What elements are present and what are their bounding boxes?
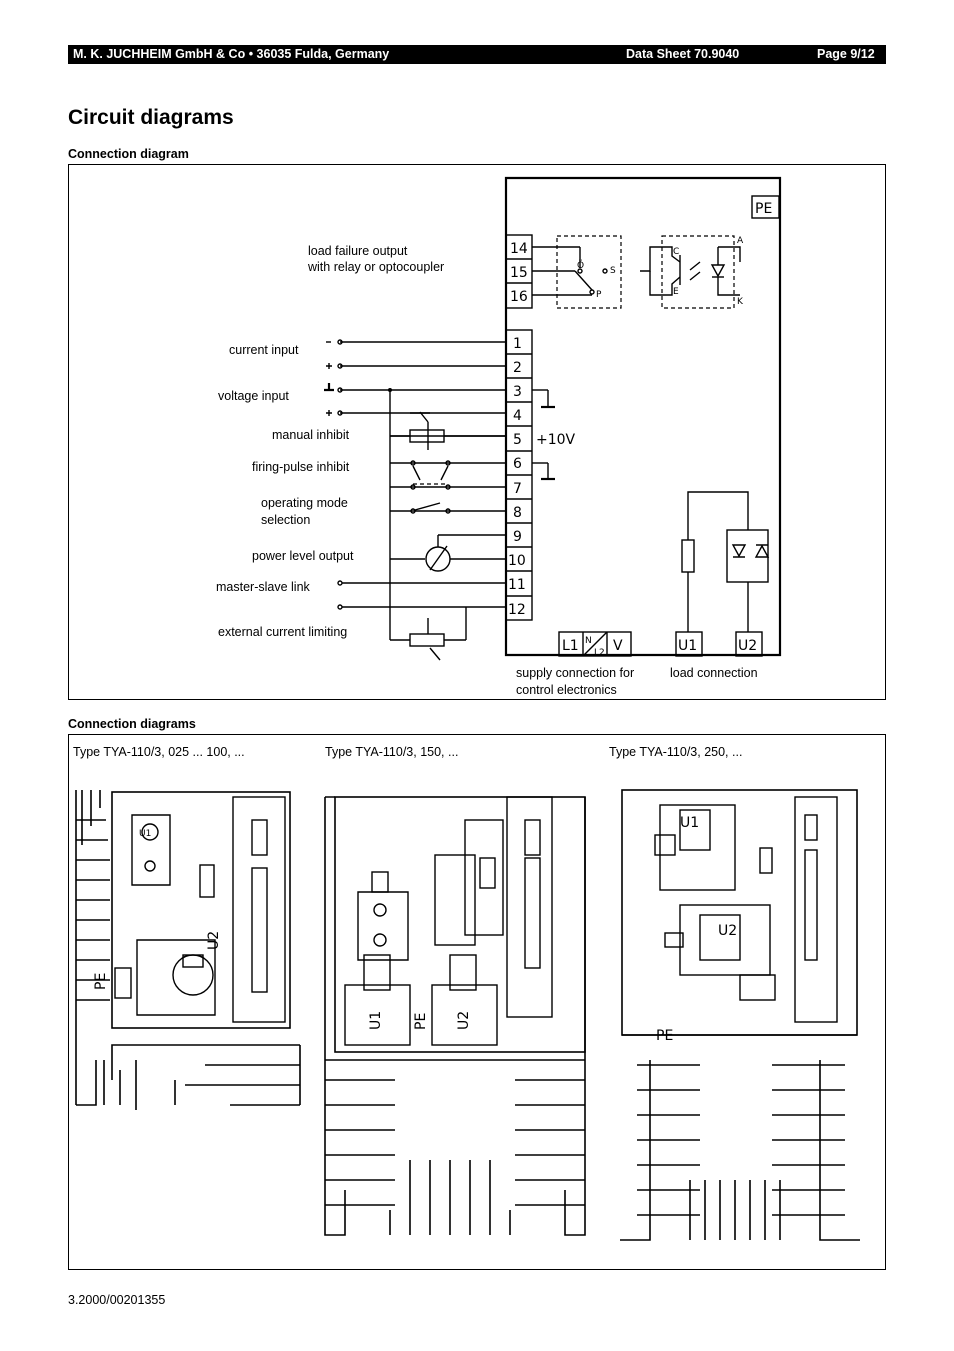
terminal-10: 10 — [508, 553, 526, 569]
label-operating-mode-2: selection — [261, 513, 311, 527]
svg-text:K: K — [737, 297, 743, 307]
svg-text:PE: PE — [413, 1012, 429, 1030]
terminal-1: 1 — [513, 336, 522, 352]
device-drawing-1 — [76, 790, 300, 1110]
connection-diagram-heading: Connection diagram — [68, 147, 189, 161]
device-drawing-3 — [620, 790, 860, 1240]
label-supply-2: control electronics — [516, 683, 617, 697]
terminal-2: 2 — [513, 360, 522, 376]
label-load-connection: load connection — [670, 666, 758, 680]
label-current-input: current input — [229, 343, 299, 357]
label-load-failure-1: load failure output — [308, 244, 408, 258]
svg-text:P: P — [596, 290, 602, 300]
label-firing-pulse-inhibit: firing-pulse inhibit — [252, 460, 350, 474]
svg-text:U2: U2 — [738, 638, 758, 654]
footer-code: 3.2000/00201355 — [68, 1293, 166, 1307]
label-power-level-output: power level output — [252, 549, 354, 563]
label-operating-mode-1: operating mode — [261, 496, 348, 510]
svg-text:U2: U2 — [456, 1010, 472, 1030]
header-company: M. K. JUCHHEIM GmbH & Co • 36035 Fulda, Germany — [73, 47, 390, 61]
terminal-9: 9 — [513, 529, 522, 545]
header-sheet: Data Sheet 70.9040 — [626, 47, 740, 61]
svg-text:V: V — [613, 638, 623, 654]
terminal-12: 12 — [508, 602, 526, 618]
plus-10v: +10V — [536, 432, 576, 448]
label-load-failure-2: with relay or optocoupler — [308, 260, 445, 274]
svg-text:PE: PE — [93, 972, 109, 990]
terminal-6: 6 — [513, 456, 522, 472]
device-drawing-2 — [325, 797, 585, 1235]
svg-text:S: S — [610, 266, 616, 276]
svg-text:U1: U1 — [680, 815, 700, 831]
terminal-16: 16 — [510, 289, 528, 305]
svg-text:PE: PE — [656, 1028, 674, 1044]
svg-text:U2: U2 — [206, 930, 222, 950]
label-voltage-input: voltage input — [218, 389, 289, 403]
svg-text:U1: U1 — [139, 829, 152, 839]
label-master-slave-link: master-slave link — [216, 580, 310, 594]
page-title: Circuit diagrams — [68, 106, 234, 129]
terminal-8: 8 — [513, 505, 522, 521]
svg-text:E: E — [673, 287, 679, 297]
pe-label: PE — [755, 201, 773, 217]
svg-text:L2: L2 — [594, 648, 605, 658]
svg-text:U2: U2 — [718, 923, 738, 939]
terminal-15: 15 — [510, 265, 528, 281]
svg-text:L1: L1 — [562, 638, 579, 654]
svg-text:N: N — [585, 636, 592, 646]
label-supply-1: supply connection for — [516, 666, 635, 680]
header-page: Page 9/12 — [817, 47, 875, 61]
label-external-current-limiting: external current limiting — [218, 625, 348, 639]
terminal-11: 11 — [508, 577, 526, 593]
svg-text:A: A — [737, 236, 744, 246]
svg-text:Ö: Ö — [577, 261, 585, 271]
svg-text:U1: U1 — [678, 638, 698, 654]
svg-text:C: C — [673, 247, 680, 257]
type-label-3: Type TYA-110/3, 250, ... — [609, 745, 743, 759]
terminal-5: 5 — [513, 432, 522, 448]
terminal-4: 4 — [513, 408, 522, 424]
terminal-3: 3 — [513, 384, 522, 400]
type-label-1: Type TYA-110/3, 025 ... 100, ... — [73, 745, 245, 759]
terminal-14: 14 — [510, 241, 528, 257]
label-manual-inhibit: manual inhibit — [272, 428, 350, 442]
connection-diagrams-heading: Connection diagrams — [68, 717, 196, 731]
terminal-7: 7 — [513, 481, 522, 497]
type-label-2: Type TYA-110/3, 150, ... — [325, 745, 459, 759]
svg-text:U1: U1 — [368, 1010, 384, 1030]
